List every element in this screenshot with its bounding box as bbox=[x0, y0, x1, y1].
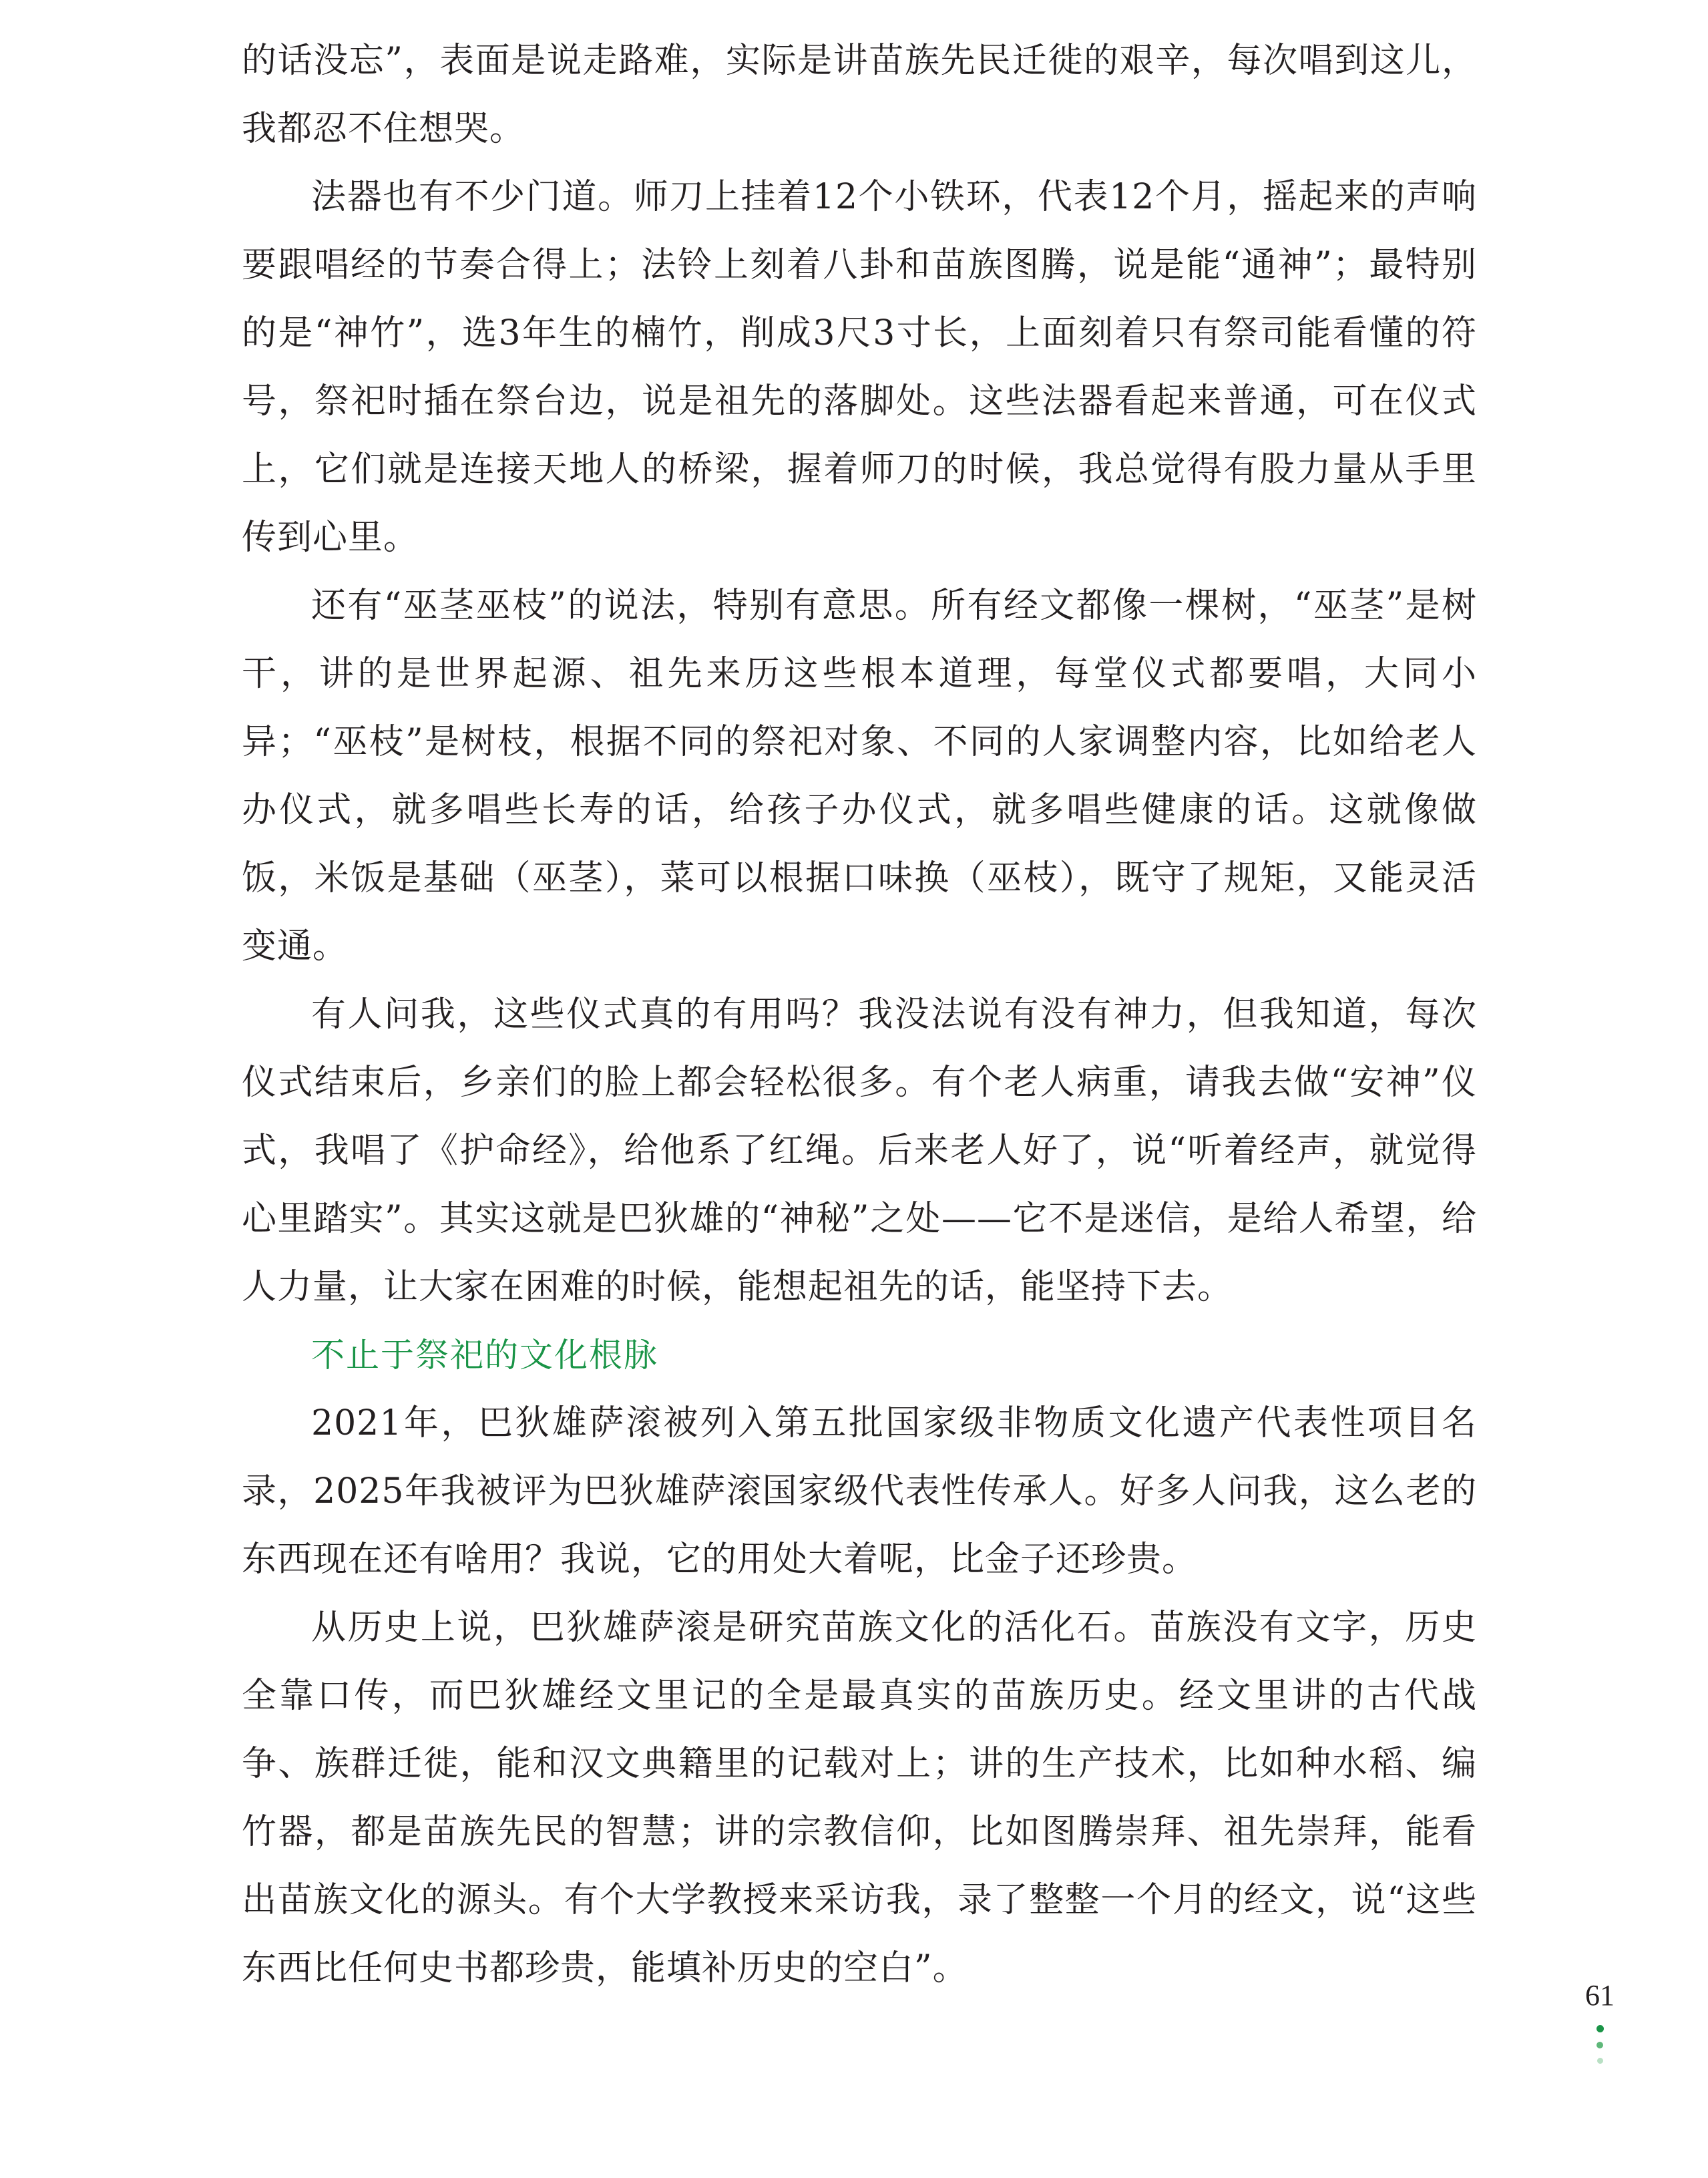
ornament-dot bbox=[1597, 2058, 1603, 2064]
page-ornament-dots bbox=[1594, 2025, 1605, 2073]
paragraph-ritual-effect: 有人问我，这些仪式真的有用吗？我没法说有没有神力，但我知道，每次仪式结束后，乡亲们的脸上都会轻松很多。有个老人病重，请我去做“安神”仪式，我唱了《护命经》，给他系了红绳。后来老人好了，说“听着经声，就觉得心里踏实”。其实这就是巴狄雄的“神秘”之处——它不是迷信，是给人希望，给人力量，让大家在困难的时候，能想起祖先的话，能坚持下去。 bbox=[242, 994, 1477, 1307]
paragraph-living-fossil: 从历史上说，巴狄雄萨滚是研究苗族文化的活化石。苗族没有文字，历史全靠口传，而巴狄雄经文里记的全是最真实的苗族历史。经文里讲的古代战争、族群迁徙，能和汉文典籍里的记载对上；讲的生产技术，比如种水稻、编竹器，都是苗族先民的智慧；讲的宗教信仰，比如图腾崇拜、祖先崇拜，能看出苗族文化的源头。有个大学教授来采访我，录了整整一个月的经文，说“这些东西比任何史书都珍贵，能填补历史的空白”。 bbox=[242, 1608, 1477, 1988]
paragraph-ritual-instruments: 法器也有不少门道。师刀上挂着12个小铁环，代表12个月，摇起来的声响要跟唱经的节奏合得上；法铃上刻着八卦和苗族图腾，说是能“通神”；最特别的是“神竹”，选3年生的楠竹，削成3尺3寸长，上面刻着只有祭司能看懂的符号，祭祀时插在祭台边，说是祖先的落脚处。这些法器看起来普通，可在仪式上，它们就是连接天地人的桥梁，握着师刀的时候，我总觉得有股力量从手里传到心里。 bbox=[242, 177, 1477, 558]
paragraph-wu-stem-branch: 还有“巫茎巫枝”的说法，特别有意思。所有经文都像一棵树，“巫茎”是树干，讲的是世界起源、祖先来历这些根本道理，每堂仪式都要唱，大同小异；“巫枝”是树枝，根据不同的祭祀对象、不同的人家调整内容，比如给老人办仪式，就多唱些长寿的话，给孩子办仪式，就多唱些健康的话。这就像做饭，米饭是基础（巫茎），菜可以根据口味换（巫枝），既守了规矩，又能灵活变通。 bbox=[242, 586, 1477, 966]
page-number: 61 bbox=[1585, 1979, 1615, 2012]
ornament-dot bbox=[1596, 2025, 1604, 2032]
section-heading: 不止于祭祀的文化根脉 bbox=[311, 1336, 658, 1375]
paragraph-continued: 的话没忘”，表面是说走路难，实际是讲苗族先民迁徙的艰辛，每次唱到这儿，我都忍不住想哭。 bbox=[242, 41, 1477, 149]
paragraph-heritage-listing: 2021年，巴狄雄萨滚被列入第五批国家级非物质文化遗产代表性项目名录，2025年我被评为巴狄雄萨滚国家级代表性传承人。好多人问我，这么老的东西现在还有啥用？我说，它的用处大着呢，比金子还珍贵。 bbox=[242, 1403, 1477, 1580]
ornament-dot bbox=[1596, 2042, 1603, 2048]
article-body bbox=[242, 27, 1477, 2002]
